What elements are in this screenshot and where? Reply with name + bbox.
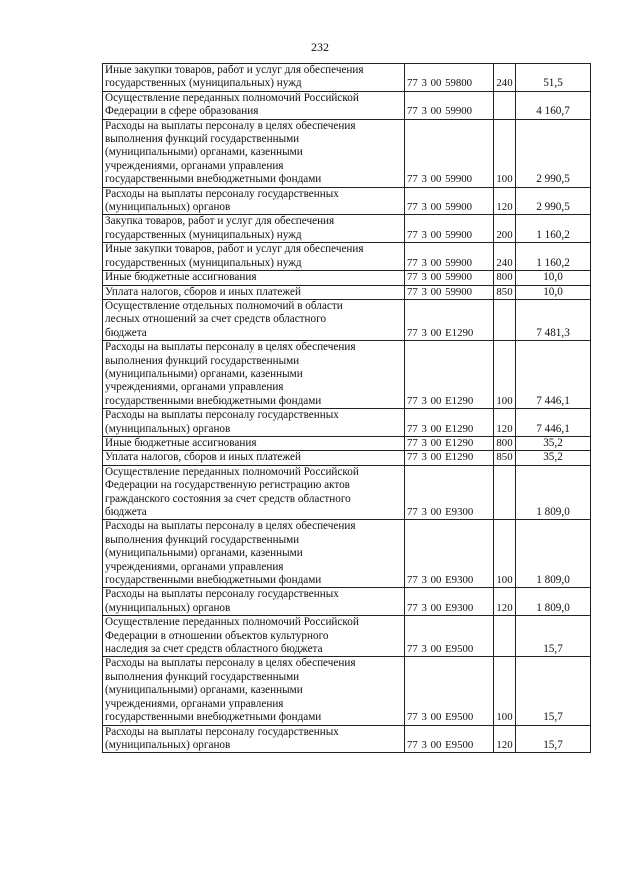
- table-row: [103, 187, 591, 215]
- row-code-cell: 77 3 00 59900: [405, 271, 494, 285]
- row-expense-type-cell: [494, 616, 516, 657]
- row-name-cell: Уплата налогов, сборов и иных платежей: [103, 451, 405, 465]
- row-amount-cell: 15,7: [516, 725, 591, 753]
- row-name-cell: Осуществление отдельных полномочий в области лесных отношений за счет средств областного бюджета: [103, 299, 405, 340]
- row-name-cell: Осуществление переданных полномочий Российской Федерации в отношении объектов культурного наследия за счет средств областного бюджета: [103, 616, 405, 657]
- row-code-cell: 77 3 00 59900: [405, 91, 494, 119]
- table-row: [103, 285, 591, 299]
- table-row: [103, 299, 591, 340]
- row-code-cell: 77 3 00 Е1290: [405, 409, 494, 437]
- row-amount-cell: 1 809,0: [516, 520, 591, 588]
- row-name-cell: Закупка товаров, работ и услуг для обеспечения государственных (муниципальных) нужд: [103, 215, 405, 243]
- table-row: [103, 243, 591, 271]
- row-expense-type-cell: 120: [494, 725, 516, 753]
- row-name-cell: Расходы на выплаты персоналу в целях обеспечения выполнения функций государственными (муниципальными) органами, казенными учреждениями, органами управления государственными внебюджетными фондами: [103, 119, 405, 187]
- row-code-cell: 77 3 00 Е1290: [405, 341, 494, 409]
- row-expense-type-cell: 850: [494, 285, 516, 299]
- row-amount-cell: 2 990,5: [516, 119, 591, 187]
- row-code-cell: 77 3 00 59900: [405, 119, 494, 187]
- table-row: [103, 341, 591, 409]
- row-code-cell: 77 3 00 Е9500: [405, 657, 494, 725]
- row-name-cell: Иные закупки товаров, работ и услуг для обеспечения государственных (муниципальных) нужд: [103, 64, 405, 92]
- table-row: [103, 616, 591, 657]
- row-expense-type-cell: 850: [494, 451, 516, 465]
- row-code-cell: 77 3 00 Е9500: [405, 616, 494, 657]
- row-code-cell: 77 3 00 59900: [405, 285, 494, 299]
- row-name-cell: Расходы на выплаты персоналу государственных (муниципальных) органов: [103, 409, 405, 437]
- row-amount-cell: 35,2: [516, 436, 591, 450]
- row-amount-cell: 1 809,0: [516, 465, 591, 520]
- row-expense-type-cell: 800: [494, 271, 516, 285]
- page-number: 232: [311, 40, 329, 54]
- row-name-cell: Расходы на выплаты персоналу в целях обеспечения выполнения функций государственными (муниципальными) органами, казенными учреждениями, органами управления государственными внебюджетными фондами: [103, 341, 405, 409]
- table-row: [103, 657, 591, 725]
- row-code-cell: 77 3 00 59900: [405, 215, 494, 243]
- table-row: [103, 64, 591, 92]
- row-amount-cell: 10,0: [516, 271, 591, 285]
- row-code-cell: 77 3 00 59800: [405, 64, 494, 92]
- row-code-cell: 77 3 00 Е9300: [405, 520, 494, 588]
- row-expense-type-cell: [494, 91, 516, 119]
- row-name-cell: Иные закупки товаров, работ и услуг для обеспечения государственных (муниципальных) нужд: [103, 243, 405, 271]
- row-expense-type-cell: 800: [494, 436, 516, 450]
- row-expense-type-cell: 240: [494, 243, 516, 271]
- row-expense-type-cell: 120: [494, 409, 516, 437]
- row-expense-type-cell: 120: [494, 187, 516, 215]
- row-expense-type-cell: 200: [494, 215, 516, 243]
- table-row: [103, 409, 591, 437]
- row-amount-cell: 4 160,7: [516, 91, 591, 119]
- row-amount-cell: 10,0: [516, 285, 591, 299]
- row-name-cell: Расходы на выплаты персоналу государственных (муниципальных) органов: [103, 588, 405, 616]
- row-amount-cell: 7 446,1: [516, 341, 591, 409]
- row-name-cell: Расходы на выплаты персоналу в целях обеспечения выполнения функций государственными (муниципальными) органами, казенными учреждениями, органами управления государственными внебюджетными фондами: [103, 520, 405, 588]
- row-name-cell: Уплата налогов, сборов и иных платежей: [103, 285, 405, 299]
- row-expense-type-cell: 100: [494, 341, 516, 409]
- row-amount-cell: 2 990,5: [516, 187, 591, 215]
- budget-table: [102, 63, 591, 753]
- budget-table-body: [103, 64, 591, 753]
- table-row: [103, 215, 591, 243]
- row-expense-type-cell: [494, 465, 516, 520]
- row-name-cell: Расходы на выплаты персоналу в целях обеспечения выполнения функций государственными (муниципальными) органами, казенными учреждениями, органами управления государственными внебюджетными фондами: [103, 657, 405, 725]
- table-row: [103, 520, 591, 588]
- row-expense-type-cell: 100: [494, 520, 516, 588]
- row-expense-type-cell: [494, 299, 516, 340]
- row-code-cell: 77 3 00 Е1290: [405, 436, 494, 450]
- table-row: [103, 119, 591, 187]
- table-row: [103, 91, 591, 119]
- row-code-cell: 77 3 00 Е9300: [405, 588, 494, 616]
- row-expense-type-cell: 240: [494, 64, 516, 92]
- row-amount-cell: 15,7: [516, 616, 591, 657]
- row-name-cell: Осуществление переданных полномочий Российской Федерации в сфере образования: [103, 91, 405, 119]
- row-code-cell: 77 3 00 Е1290: [405, 451, 494, 465]
- row-expense-type-cell: 120: [494, 588, 516, 616]
- row-name-cell: Расходы на выплаты персоналу государственных (муниципальных) органов: [103, 187, 405, 215]
- row-code-cell: 77 3 00 Е9500: [405, 725, 494, 753]
- row-name-cell: Осуществление переданных полномочий Российской Федерации на государственную регистрацию актов гражданского состояния за счет средств областного бюджета: [103, 465, 405, 520]
- row-amount-cell: 15,7: [516, 657, 591, 725]
- row-amount-cell: 7 481,3: [516, 299, 591, 340]
- row-code-cell: 77 3 00 Е9300: [405, 465, 494, 520]
- row-amount-cell: 7 446,1: [516, 409, 591, 437]
- table-row: [103, 436, 591, 450]
- row-expense-type-cell: 100: [494, 119, 516, 187]
- row-amount-cell: 1 160,2: [516, 243, 591, 271]
- table-row: [103, 725, 591, 753]
- table-row: [103, 451, 591, 465]
- table-row: [103, 271, 591, 285]
- row-name-cell: Иные бюджетные ассигнования: [103, 436, 405, 450]
- row-code-cell: 77 3 00 59900: [405, 187, 494, 215]
- row-name-cell: Расходы на выплаты персоналу государственных (муниципальных) органов: [103, 725, 405, 753]
- row-amount-cell: 35,2: [516, 451, 591, 465]
- table-row: [103, 588, 591, 616]
- row-code-cell: 77 3 00 59900: [405, 243, 494, 271]
- row-amount-cell: 1 809,0: [516, 588, 591, 616]
- row-amount-cell: 1 160,2: [516, 215, 591, 243]
- row-code-cell: 77 3 00 Е1290: [405, 299, 494, 340]
- table-row: [103, 465, 591, 520]
- row-name-cell: Иные бюджетные ассигнования: [103, 271, 405, 285]
- row-expense-type-cell: 100: [494, 657, 516, 725]
- row-amount-cell: 51,5: [516, 64, 591, 92]
